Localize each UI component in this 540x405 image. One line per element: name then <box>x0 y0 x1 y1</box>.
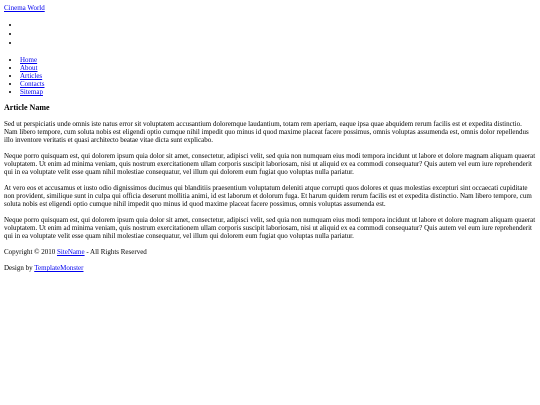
article-paragraph: Neque porro quisquam est, qui dolorem ipsum quia dolor sit amet, consectetur, adipisci velit, sed quia non numquam eius modi tempora incidunt ut labore et dolore magnam aliquam quaerat voluptatem. Ut enim ad minima veniam, quis nostrum exercitationem ullam corporis suscipit laboriosam, nisi ut aliquid ex ea commodi consequatur? Quis autem vel eum iure reprehenderit qui in ea voluptate velit esse quam nihil molestiae consequatur, vel illum qui dolorem eum fugiat quo voluptas nulla pariatur. <box>4 216 536 240</box>
article-title: Article Name <box>4 103 50 112</box>
nav-item-sitemap <box>20 88 536 96</box>
list-item <box>20 21 536 30</box>
nav-item-about <box>20 64 536 72</box>
nav-item-home <box>20 56 536 64</box>
main-nav <box>4 56 536 96</box>
nav-link-contacts[interactable]: Contacts <box>20 80 45 88</box>
nav-item-articles <box>20 72 536 80</box>
list-item <box>20 30 536 39</box>
article-paragraph: At vero eos et accusamus et iusto odio dignissimos ducimus qui blanditiis praesentium voluptatum deleniti atque corrupti quos dolores et quas molestias excepturi sint occaecati cupiditate non provident, similique sunt in culpa qui officia deserunt mollitia animi, id est laborum et dolorum fuga. Et harum quidem rerum facilis est et expedita distinctio. Nam libero tempore, cum soluta nobis est eligendi optio cumque nihil impedit quo minus id quod maxime placeat facere possimus, omnis voluptas assumenda est. <box>4 184 532 208</box>
article-paragraph: Sed ut perspiciatis unde omnis iste natus error sit voluptatem accusantium doloremque laudantium, totam rem aperiam, eaque ipsa quae abquidem rerum facilis est et expedita distinctio. Nam libero tempore, cum soluta nobis est eligendi optio cumque nihil impedit quo minus id quod maxime placeat facere possimus, omnis voluptas assumenda est, omnis dolor repellendus illo inventore veritatis et quasi architecto beatae vitae dicta sunt explicabo. <box>4 120 529 144</box>
design-prefix: Design by <box>4 264 33 272</box>
nav-link-articles[interactable]: Articles <box>20 72 43 80</box>
nav-link-about[interactable]: About <box>20 64 38 72</box>
template-monster-link[interactable]: TemplateMonster <box>34 264 84 272</box>
copyright <box>4 248 536 256</box>
nav-link-home[interactable]: Home <box>20 56 38 64</box>
logo-link[interactable]: Cinema World <box>4 4 45 12</box>
site-name-link[interactable]: SiteName <box>56 248 85 256</box>
list-item <box>20 39 536 48</box>
empty-list <box>4 21 536 48</box>
copyright-suffix: - All Rights Reserved <box>86 248 147 256</box>
copyright-prefix: Copyright © 2010 <box>4 248 56 256</box>
design-credit <box>4 264 536 272</box>
nav-item-contacts <box>20 80 536 88</box>
article-paragraph: Neque porro quisquam est, qui dolorem ipsum quia dolor sit amet, consectetur, adipisci velit, sed quia non numquam eius modi tempora incidunt ut labore et dolore magnam aliquam quaerat voluptatem. Ut enim ad minima veniam, quis nostrum exercitationem ullam corporis suscipit laboriosam, nisi ut aliquid ex ea commodi consequatur? Quis autem vel eum iure reprehenderit qui in ea voluptate velit esse quam nihil molestiae consequatur, vel illum qui dolorem eum fugiat quo voluptas nulla pariatur. <box>4 152 536 176</box>
nav-link-sitemap[interactable]: Sitemap <box>20 88 43 96</box>
